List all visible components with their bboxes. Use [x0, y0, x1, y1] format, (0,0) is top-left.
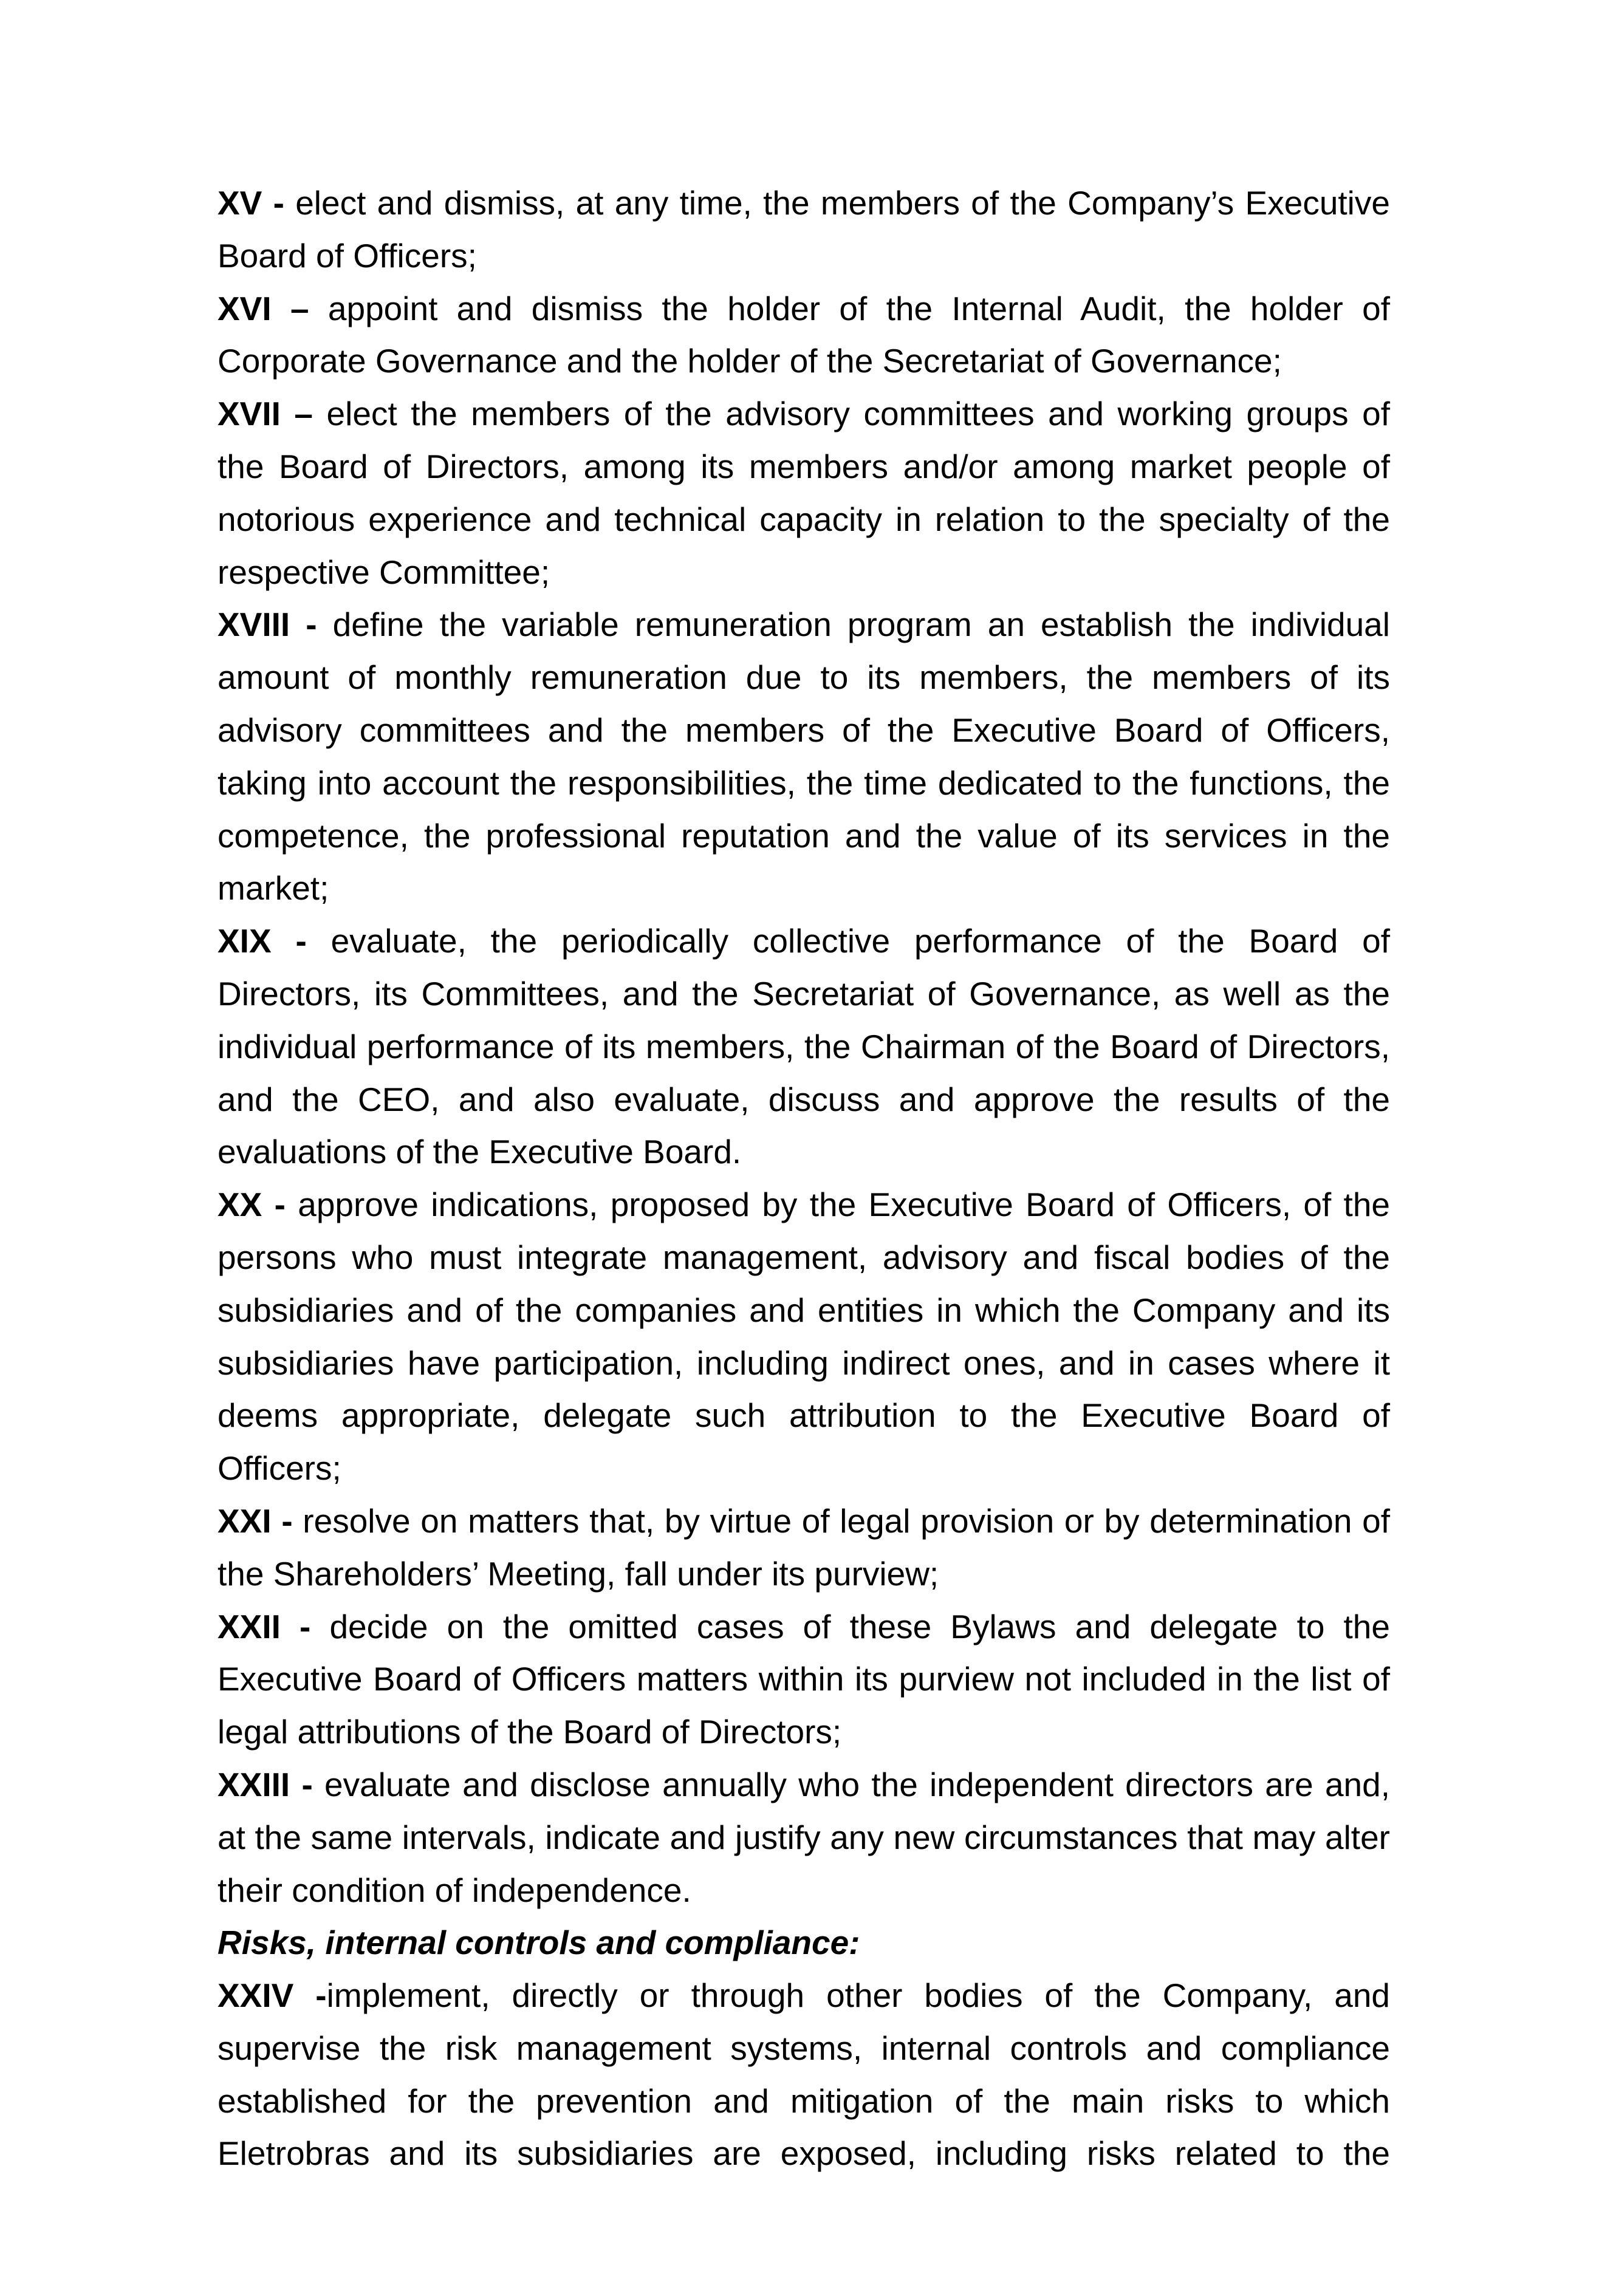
clause-number: XXI - [217, 1502, 293, 1540]
clause-xvi [217, 282, 1390, 388]
clause-xxiv [217, 1969, 1390, 2180]
clause-number: XVIII - [217, 606, 317, 644]
clause-text: decide on the omitted cases of these Bylaws and delegate to the Executive Board of Officers matters within its purview not included in the list of legal attributions of the Board of Directors; [217, 1607, 1390, 1751]
clause-xxi [217, 1495, 1390, 1601]
clause-text: evaluate, the periodically collective performance of the Board of Directors, its Committees, and the Secretariat of Governance, as well as the individual performance of its members, the Chairman of the Board of Directors, and the CEO, and also evaluate, discuss and approve the results of the evaluations of the Executive Board. [217, 922, 1390, 1171]
clause-text: define the variable remuneration program an establish the individual amount of monthly remuneration due to its members, the members of its advisory committees and the members of the Executive Board of Officers, taking into account the responsibilities, the time dedicated to the functions, the competence, the professional reputation and the value of its services in the market; [217, 606, 1390, 907]
clause-text: elect and dismiss, at any time, the members of the Company’s Executive Board of Officers; [217, 184, 1390, 275]
clause-number: XV - [217, 184, 284, 222]
clause-text: elect the members of the advisory committees and working groups of the Board of Directors, among its members and/or among market people of notorious experience and technical capacity in relation to the specialty of the respective Committee; [217, 395, 1390, 591]
clause-xxii [217, 1601, 1390, 1758]
clause-number: XVII – [217, 395, 313, 433]
section-heading: Risks, internal controls and compliance: [217, 1924, 860, 1962]
clause-text: resolve on matters that, by virtue of legal provision or by determination of the Shareholders’ Meeting, fall under its purview; [217, 1502, 1391, 1593]
clause-number: XXII - [217, 1607, 311, 1645]
clause-xxiii [217, 1758, 1390, 1916]
clause-xvii [217, 388, 1390, 598]
clause-text: evaluate and disclose annually who the independent directors are and, at the same intervals, indicate and justify any new circumstances that may alter their condition of independence. [217, 1765, 1390, 1909]
clause-xx [217, 1178, 1390, 1495]
clause-xviii [217, 598, 1390, 915]
clause-number: XX - [217, 1186, 286, 1224]
clause-number: XXIV - [217, 1977, 327, 2015]
clause-xv [217, 177, 1390, 282]
document-page [217, 177, 1390, 2180]
clause-number: XXIII - [217, 1765, 313, 1803]
clause-text: approve indications, proposed by the Executive Board of Officers, of the persons who must integrate management, advisory and fiscal bodies of the subsidiaries and of the companies and entities in which the Company and its subsidiaries have participation, including indirect ones, and in cases where it deems appropriate, delegate such attribution to the Executive Board of Officers; [217, 1186, 1391, 1488]
clause-number: XIX - [217, 922, 307, 960]
clause-xix [217, 915, 1390, 1178]
clause-text: appoint and dismiss the holder of the Internal Audit, the holder of Corporate Governance and the holder of the Secretariat of Governance; [217, 289, 1390, 380]
clause-text: implement, directly or through other bodies of the Company, and supervise the risk management systems, internal controls and compliance established for the prevention and mitigation of the main risks to which Eletrobras and its subsidiaries are exposed, including risks related to the [217, 1977, 1390, 2173]
clause-number: XVI – [217, 289, 309, 327]
